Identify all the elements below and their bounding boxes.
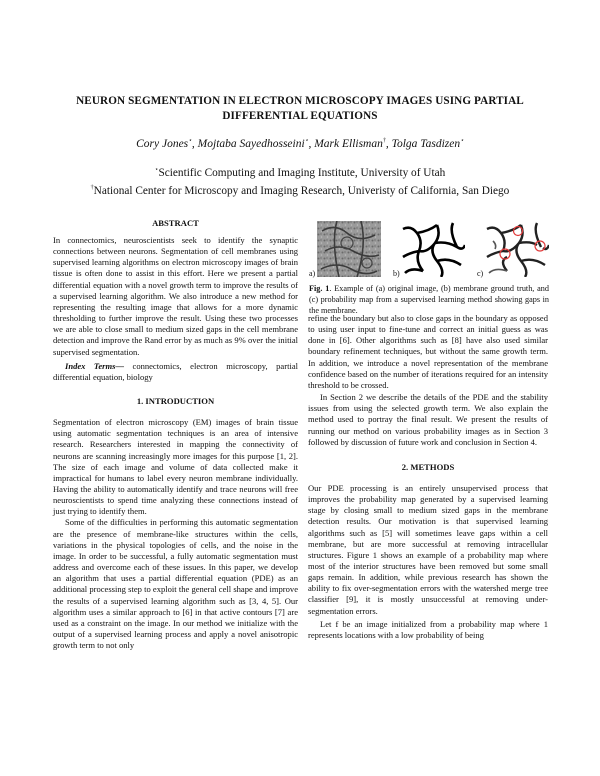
figure-label-b: b)	[393, 269, 400, 278]
affiliations	[60, 163, 540, 199]
abstract-heading: ABSTRACT	[152, 218, 199, 228]
intro-paragraph-2: Some of the difficulties in performing this automatic segmentation are the presence of membrane-like structures within the cells, variations in the physical topologies of cells, and the noise in the image. In order to be successful, a fully automatic segmentation must address and overcome each of these issues. In this paper, we develop an algorithm that uses a partial differential equation (PDE) as an additional processing step to exploit the general cell shape and improve the results of a supervised learning algorithm such as [3, 4, 5]. Our algorithm uses a similar approach to [6] in that active contours [7] are used as a constraint on the image. In our method we initialize with the output of a supervised learning process and apply a novel anisotropic growth term to not only	[53, 517, 298, 651]
methods-paragraph-1: Our PDE processing is an entirely unsupervised process that improves the probability map generated by a supervised learning stage by closing small to medium sized gaps in the membrane detection results. Our motivation is that supervised learning algorithms such as [5] will sometimes leave gaps within a cell membrane, but are more successful at removing intracellular structures. Figure 1 shows an example of a probability map where most of the interior structures have been removed but some small gaps remain. In addition, while previous research has shown the ability to fix over-segmentation errors with the watershed merge tree classifier [9], it is mostly unsuccessful at removing under-segmentation errors.	[308, 482, 548, 616]
em-original-image	[317, 221, 381, 277]
author: Cory Jones	[136, 137, 189, 150]
probability-map	[485, 221, 549, 277]
index-terms: Index Terms— connectomics, electron microscopy, partial differential equation, biology	[53, 360, 298, 382]
intro-heading: 1. INTRODUCTION	[136, 396, 215, 407]
abstract-text: In connectomics, neuroscientists seek to identify the synaptic connections between neurons. Segmentation of cell membranes using supervised learning algorithms on electron microscopy images of brain tissue is often done to assist in this effort. Here we present a partial differential equation with a novel growth term to improve the results of a supervised learning algorithm. We also introduce a new method for representing the resulting image that allows for a more dynamic thresholding to further improve the result. Using these two processes we are able to close small to medium sized gaps in the cell membrane detection and improve the Rand error by as much as 9% over the initial supervised segmentation.	[53, 235, 298, 357]
left-column	[53, 218, 298, 651]
figure-label-c: c)	[477, 269, 484, 278]
figure-label-a: a)	[309, 269, 316, 278]
right-paragraph-2: In Section 2 we describe the details of the PDE and the stability issues from using the selected growth term. We also explain the method used to portray the final result. We present the results of running our method on various probability images as in Section 3 followed by discussion of future work and conclusion in Section 4.	[308, 392, 548, 447]
title-line-1: NEURON SEGMENTATION IN ELECTRON MICROSCOPY IMAGES USING PARTIAL	[76, 95, 524, 107]
membrane-ground-truth	[401, 221, 465, 277]
methods-paragraph-2: Let f be an image initialized from a probability map where 1 represents locations with a low probability of being	[308, 618, 548, 640]
affiliation: ⋆Scientific Computing and Imaging Institute, University of Utah	[154, 166, 446, 179]
right-column	[308, 313, 548, 641]
author-list: Cory Jones⋆, Mojtaba Sayedhosseini⋆, Mark Ellisman†, Tolga Tasdizen⋆	[136, 137, 464, 150]
figure-caption: Fig. 1. Example of (a) original image, (b) membrane ground truth, and (c) probability map from a supervised learning method showing gaps in the membrane.	[309, 284, 549, 315]
title-line-2: DIFFERENTIAL EQUATIONS	[222, 110, 378, 122]
intro-paragraph-1: Segmentation of electron microscopy (EM) images of brain tissue using automatic segmentation techniques is an area of intensive research. Researchers interested in mapping the connectivity of neurons are scanning increasingly more images for this purpose [1, 2]. The size of each image and volume of data collected make it impractical for humans to label every neuron membrane individually. Having the ability to automatically identify and trace neurons will free neuroscientists to spend time analyzing these connections instead of just trying to identify them.	[53, 417, 298, 517]
figure-1	[309, 219, 549, 280]
right-paragraph-1: refine the boundary but also to close gaps in the boundary as opposed to using user input to fine-tune and correct an initial guess as was done in [6]. Other algorithms such as [8] have also used similar boundary refinement techniques, but without the same growth term. In addition, we introduce a novel representation of the membrane confidence based on the number of iterations required for an intensity threshold to be crossed.	[308, 313, 548, 390]
author: Tolga Tasdizen	[391, 137, 461, 150]
affiliation: †National Center for Microscopy and Imaging Research, Univeristy of California, San Diego	[90, 184, 510, 197]
methods-heading: 2. METHODS	[401, 461, 455, 472]
author: Mark Ellisman	[314, 137, 383, 150]
author: Mojtaba Sayedhosseini	[197, 137, 305, 150]
paper-title	[60, 94, 540, 124]
